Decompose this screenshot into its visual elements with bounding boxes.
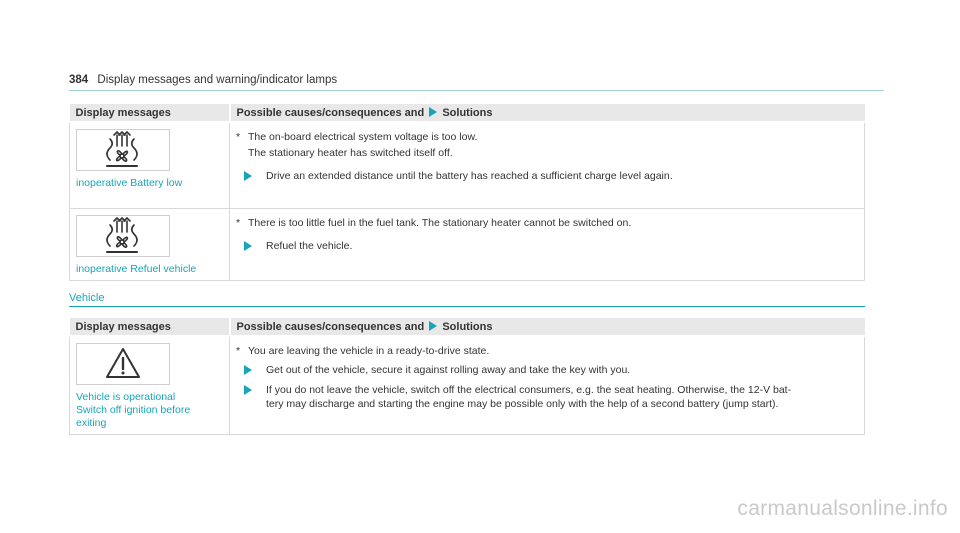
solution-step: If you do not leave the vehicle, switch off the electrical consumers, e.g. the seat heating. Otherwise, the 12-V bat- tery may discharge and starting the engine may be possible only with the help of a second battery (jump start). [266, 383, 858, 411]
auxiliary-heating-icon [76, 215, 170, 257]
solution-arrow-icon [244, 241, 252, 251]
message-line-3: exiting [76, 417, 107, 429]
solution-step: Refuel the vehicle. [266, 239, 858, 253]
solution-arrow-icon [244, 171, 252, 181]
header-divider [69, 90, 884, 91]
cause-text: * There is too little fuel in the fuel tank. The stationary heater cannot be switched on. [236, 216, 632, 229]
column-header-causes: Possible causes/consequences and Solutions [230, 318, 865, 336]
solution-arrow-icon [429, 107, 437, 117]
table-row [70, 122, 865, 208]
column-header-causes: Possible causes/consequences and Solutions [230, 104, 865, 122]
causes-cell [230, 336, 865, 435]
display-messages-table-vehicle [69, 318, 865, 435]
table-row [70, 336, 865, 435]
column-header-display-messages: Display messages [70, 104, 230, 122]
cause-text-2: The stationary heater has switched itself off. [248, 147, 453, 159]
watermark: carmanualsonline.info [737, 497, 948, 520]
page-number: 384 [69, 74, 89, 86]
cause-text: * You are leaving the vehicle in a ready-to-drive state. [236, 345, 490, 357]
display-message-cell [70, 336, 230, 435]
warning-triangle-icon [76, 343, 170, 385]
column-header-display-messages: Display messages [70, 318, 230, 336]
auxiliary-heating-icon [76, 129, 170, 171]
solution-step: Get out of the vehicle, secure it against rolling away and take the key with you. [266, 363, 858, 377]
solution-arrow-icon [244, 385, 252, 395]
message-text: inoperative Refuel vehicle [76, 262, 197, 275]
table-row [70, 208, 865, 280]
display-messages-table-heater [69, 104, 865, 281]
causes-cell [230, 122, 865, 208]
cause-text: * The on-board electrical system voltage is too low. [236, 131, 478, 143]
solution-arrow-icon [244, 365, 252, 375]
message-text: inoperative Battery low [76, 177, 183, 189]
message-line-2: Switch off ignition before [76, 404, 191, 416]
solution-step: Drive an extended distance until the battery has reached a sufficient charge level again. [266, 169, 858, 183]
section-divider [69, 306, 865, 307]
display-message-cell [70, 208, 230, 280]
solution-arrow-icon [429, 321, 437, 331]
display-message-cell [70, 122, 230, 208]
section-title: Vehicle [69, 292, 105, 304]
causes-cell [230, 208, 865, 280]
message-line-1: Vehicle is operational [76, 391, 176, 403]
page-header [69, 74, 337, 86]
page-title: Display messages and warning/indicator lamps [97, 74, 338, 86]
